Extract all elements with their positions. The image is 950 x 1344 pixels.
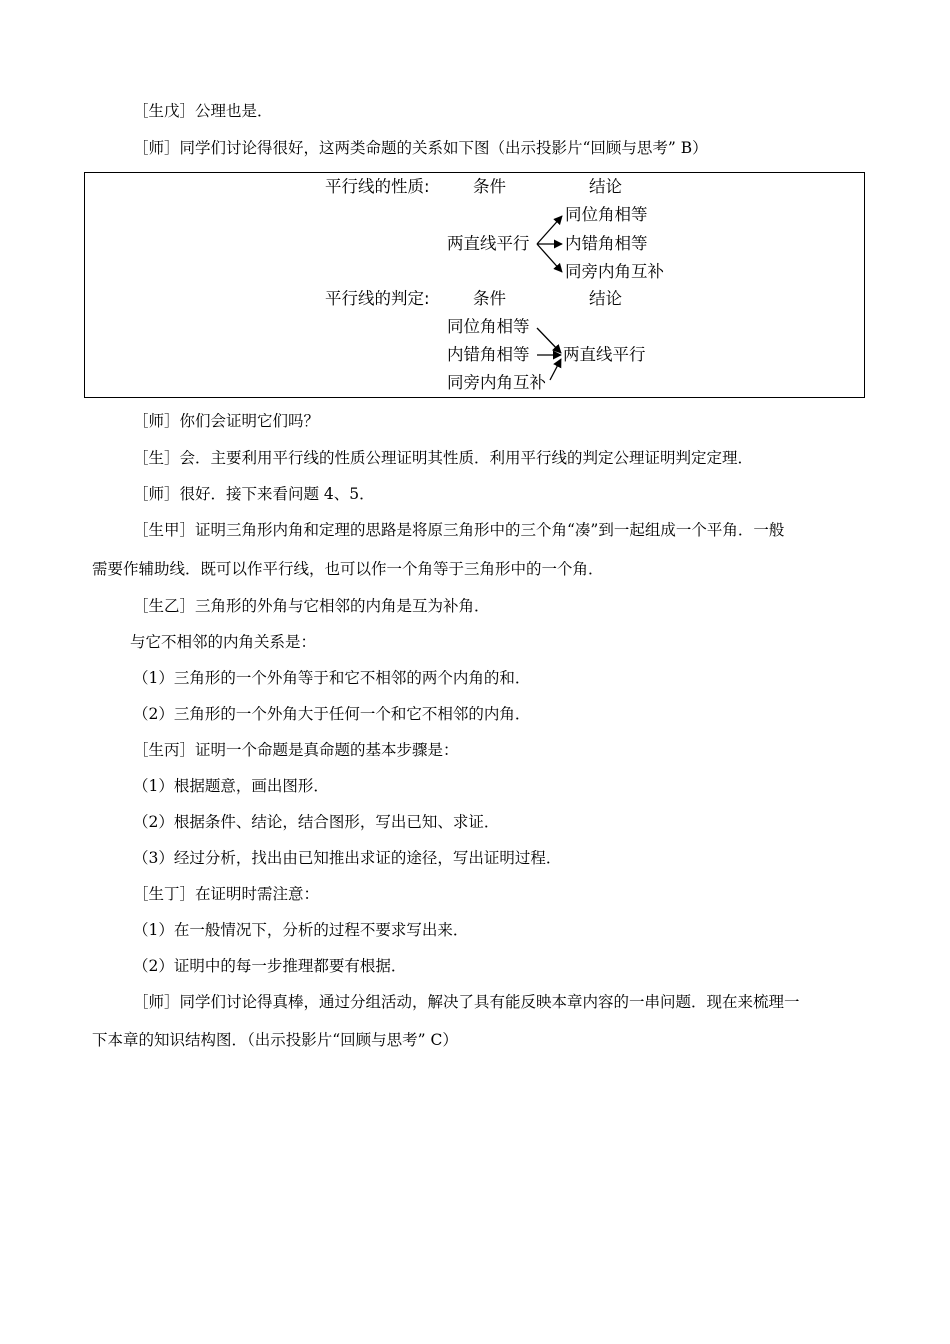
arrow-from-condition-1	[537, 328, 561, 353]
paragraph: ［生］会．主要利用平行线的性质公理证明其性质．利用平行线的判定公理证明判定定理．	[133, 449, 754, 467]
paragraph: 下本章的知识结构图．（出示投影片“回顾与思考” C）	[92, 1031, 458, 1049]
diagram-arrows	[85, 173, 864, 397]
criteria-condition-3: 同旁内角互补	[447, 373, 546, 392]
parallel-lines-diagram	[84, 172, 865, 398]
properties-conclusion-2: 内错角相等	[565, 234, 648, 253]
paragraph: 需要作辅助线．既可以作平行线，也可以作一个角等于三角形中的一个角．	[92, 560, 604, 578]
criteria-condition-1: 同位角相等	[447, 317, 530, 336]
criteria-heading: 平行线的判定:	[325, 289, 430, 308]
criteria-condition-2: 内错角相等	[447, 345, 530, 364]
paragraph: （2）证明中的每一步推理都要有根据．	[133, 957, 407, 975]
properties-conclusion-3: 同旁内角互补	[565, 262, 664, 281]
paragraph: ［师］同学们讨论得很好，这两类命题的关系如下图（出示投影片“回顾与思考” B）	[133, 139, 708, 157]
properties-condition-label: 条件	[473, 177, 506, 196]
paragraph: ［师］很好．接下来看问题 4、5．	[133, 485, 375, 503]
paragraph: ［师］你们会证明它们吗？	[133, 412, 320, 430]
properties-conclusion-1: 同位角相等	[565, 205, 648, 224]
criteria-conclusion-label: 结论	[589, 289, 622, 308]
paragraph: （1）三角形的一个外角等于和它不相邻的两个内角的和．	[133, 669, 531, 687]
paragraph: ［生甲］证明三角形内角和定理的思路是将原三角形中的三个角“凑”到一起组成一个平角．一般	[133, 521, 785, 539]
paragraph: （1）在一般情况下，分析的过程不要求写出来．	[133, 921, 469, 939]
paragraph: （2）根据条件、结论，结合图形，写出已知、求证．	[133, 813, 500, 831]
paragraph: ［师］同学们讨论得真棒，通过分组活动，解决了具有能反映本章内容的一串问题．现在来梳理一	[133, 993, 800, 1011]
properties-condition: 两直线平行	[447, 234, 530, 253]
paragraph: 与它不相邻的内角关系是：	[130, 633, 317, 651]
properties-arrows	[537, 216, 562, 272]
paragraph: （1）根据题意，画出图形．	[133, 777, 329, 795]
paragraph: ［生戊］公理也是．	[133, 102, 273, 120]
properties-conclusion-label: 结论	[589, 177, 622, 196]
criteria-arrows	[537, 328, 561, 380]
paragraph: ［生丁］在证明时需注意：	[133, 885, 320, 903]
criteria-conclusion: 两直线平行	[563, 345, 646, 364]
arrow-from-condition-3	[550, 359, 561, 380]
criteria-condition-label: 条件	[473, 289, 506, 308]
paragraph: （3）经过分析，找出由已知推出求证的途径，写出证明过程．	[133, 849, 562, 867]
paragraph: ［生乙］三角形的外角与它相邻的内角是互为补角．	[133, 597, 490, 615]
paragraph: ［生丙］证明一个命题是真命题的基本步骤是：	[133, 741, 459, 759]
arrow-to-conclusion-3	[537, 244, 562, 272]
properties-heading: 平行线的性质:	[325, 177, 430, 196]
arrow-to-conclusion-1	[537, 216, 562, 244]
paragraph: （2）三角形的一个外角大于任何一个和它不相邻的内角．	[133, 705, 531, 723]
